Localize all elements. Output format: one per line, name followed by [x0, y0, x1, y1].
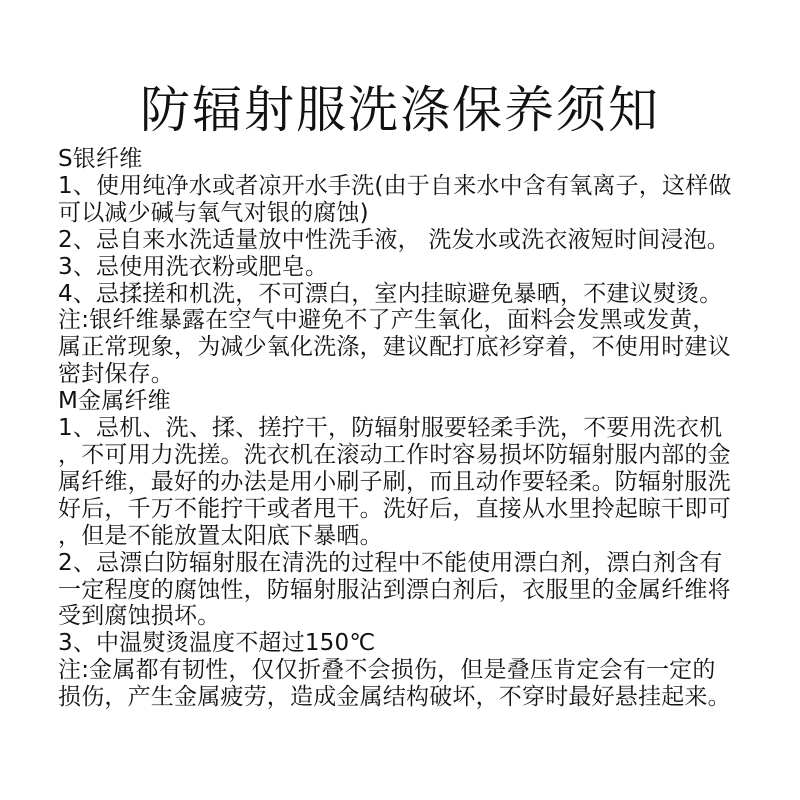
note-line: 密封保存。 — [58, 361, 174, 388]
instruction-line: 属纤维，最好的办法是用小刷子刷，而且动作要轻柔。防辐射服洗 — [58, 468, 731, 495]
note-line: 属正常现象，为减少氧化洗涤，建议配打底衫穿着，不使用时建议 — [58, 334, 731, 361]
instruction-line: 3、忌使用洗衣粉或肥皂。 — [58, 253, 329, 280]
section-heading-metal-fiber: M金属纤维 — [58, 388, 171, 415]
instruction-line: ，但是不能放置太阳底下暴晒。 — [58, 522, 383, 549]
instruction-line: 4、忌揉搓和机洗，不可漂白，室内挂晾避免暴晒，不建议熨烫。 — [58, 280, 723, 307]
section-heading-silver-fiber: S银纤维 — [58, 146, 143, 172]
instruction-line: 1、忌机、洗、揉、搓拧干，防辐射服要轻柔手洗，不要用洗衣机 — [58, 415, 723, 442]
instruction-line: 可以减少碱与氧气对银的腐蚀) — [58, 199, 369, 226]
instruction-line: 3、中温熨烫温度不超过150℃ — [58, 630, 376, 657]
instruction-line: 一定程度的腐蚀性，防辐射服沾到漂白剂后，衣服里的金属纤维将 — [58, 576, 731, 603]
instruction-line: 2、忌漂白防辐射服在清洗的过程中不能使用漂白剂，漂白剂含有 — [58, 549, 723, 576]
page-title: 防辐射服洗涤保养须知 — [140, 80, 660, 139]
note-line: 损伤，产生金属疲劳，造成金属结构破坏，不穿时最好悬挂起来。 — [58, 684, 731, 711]
instruction-line: 好后，千万不能拧干或者甩干。洗好后，直接从水里拎起晾干即可 — [58, 495, 731, 522]
instruction-line: 受到腐蚀损坏。 — [58, 603, 221, 630]
instruction-line: 1、使用纯净水或者凉开水手洗(由于自来水中含有氧离子，这样做 — [58, 172, 732, 199]
note-line: 注:金属都有韧性，仅仅折叠不会损伤，但是叠压肯定会有一定的 — [58, 657, 716, 684]
instruction-line: ，不可用力洗搓。洗衣机在滚动工作时容易损坏防辐射服内部的金 — [58, 441, 731, 468]
care-instructions — [58, 146, 778, 711]
note-line: 注:银纤维暴露在空气中避免不了产生氧化，面料会发黑或发黄， — [58, 307, 716, 334]
instruction-line: 2、忌自来水洗适量放中性洗手液， 洗发水或洗衣液短时间浸泡。 — [58, 226, 730, 253]
